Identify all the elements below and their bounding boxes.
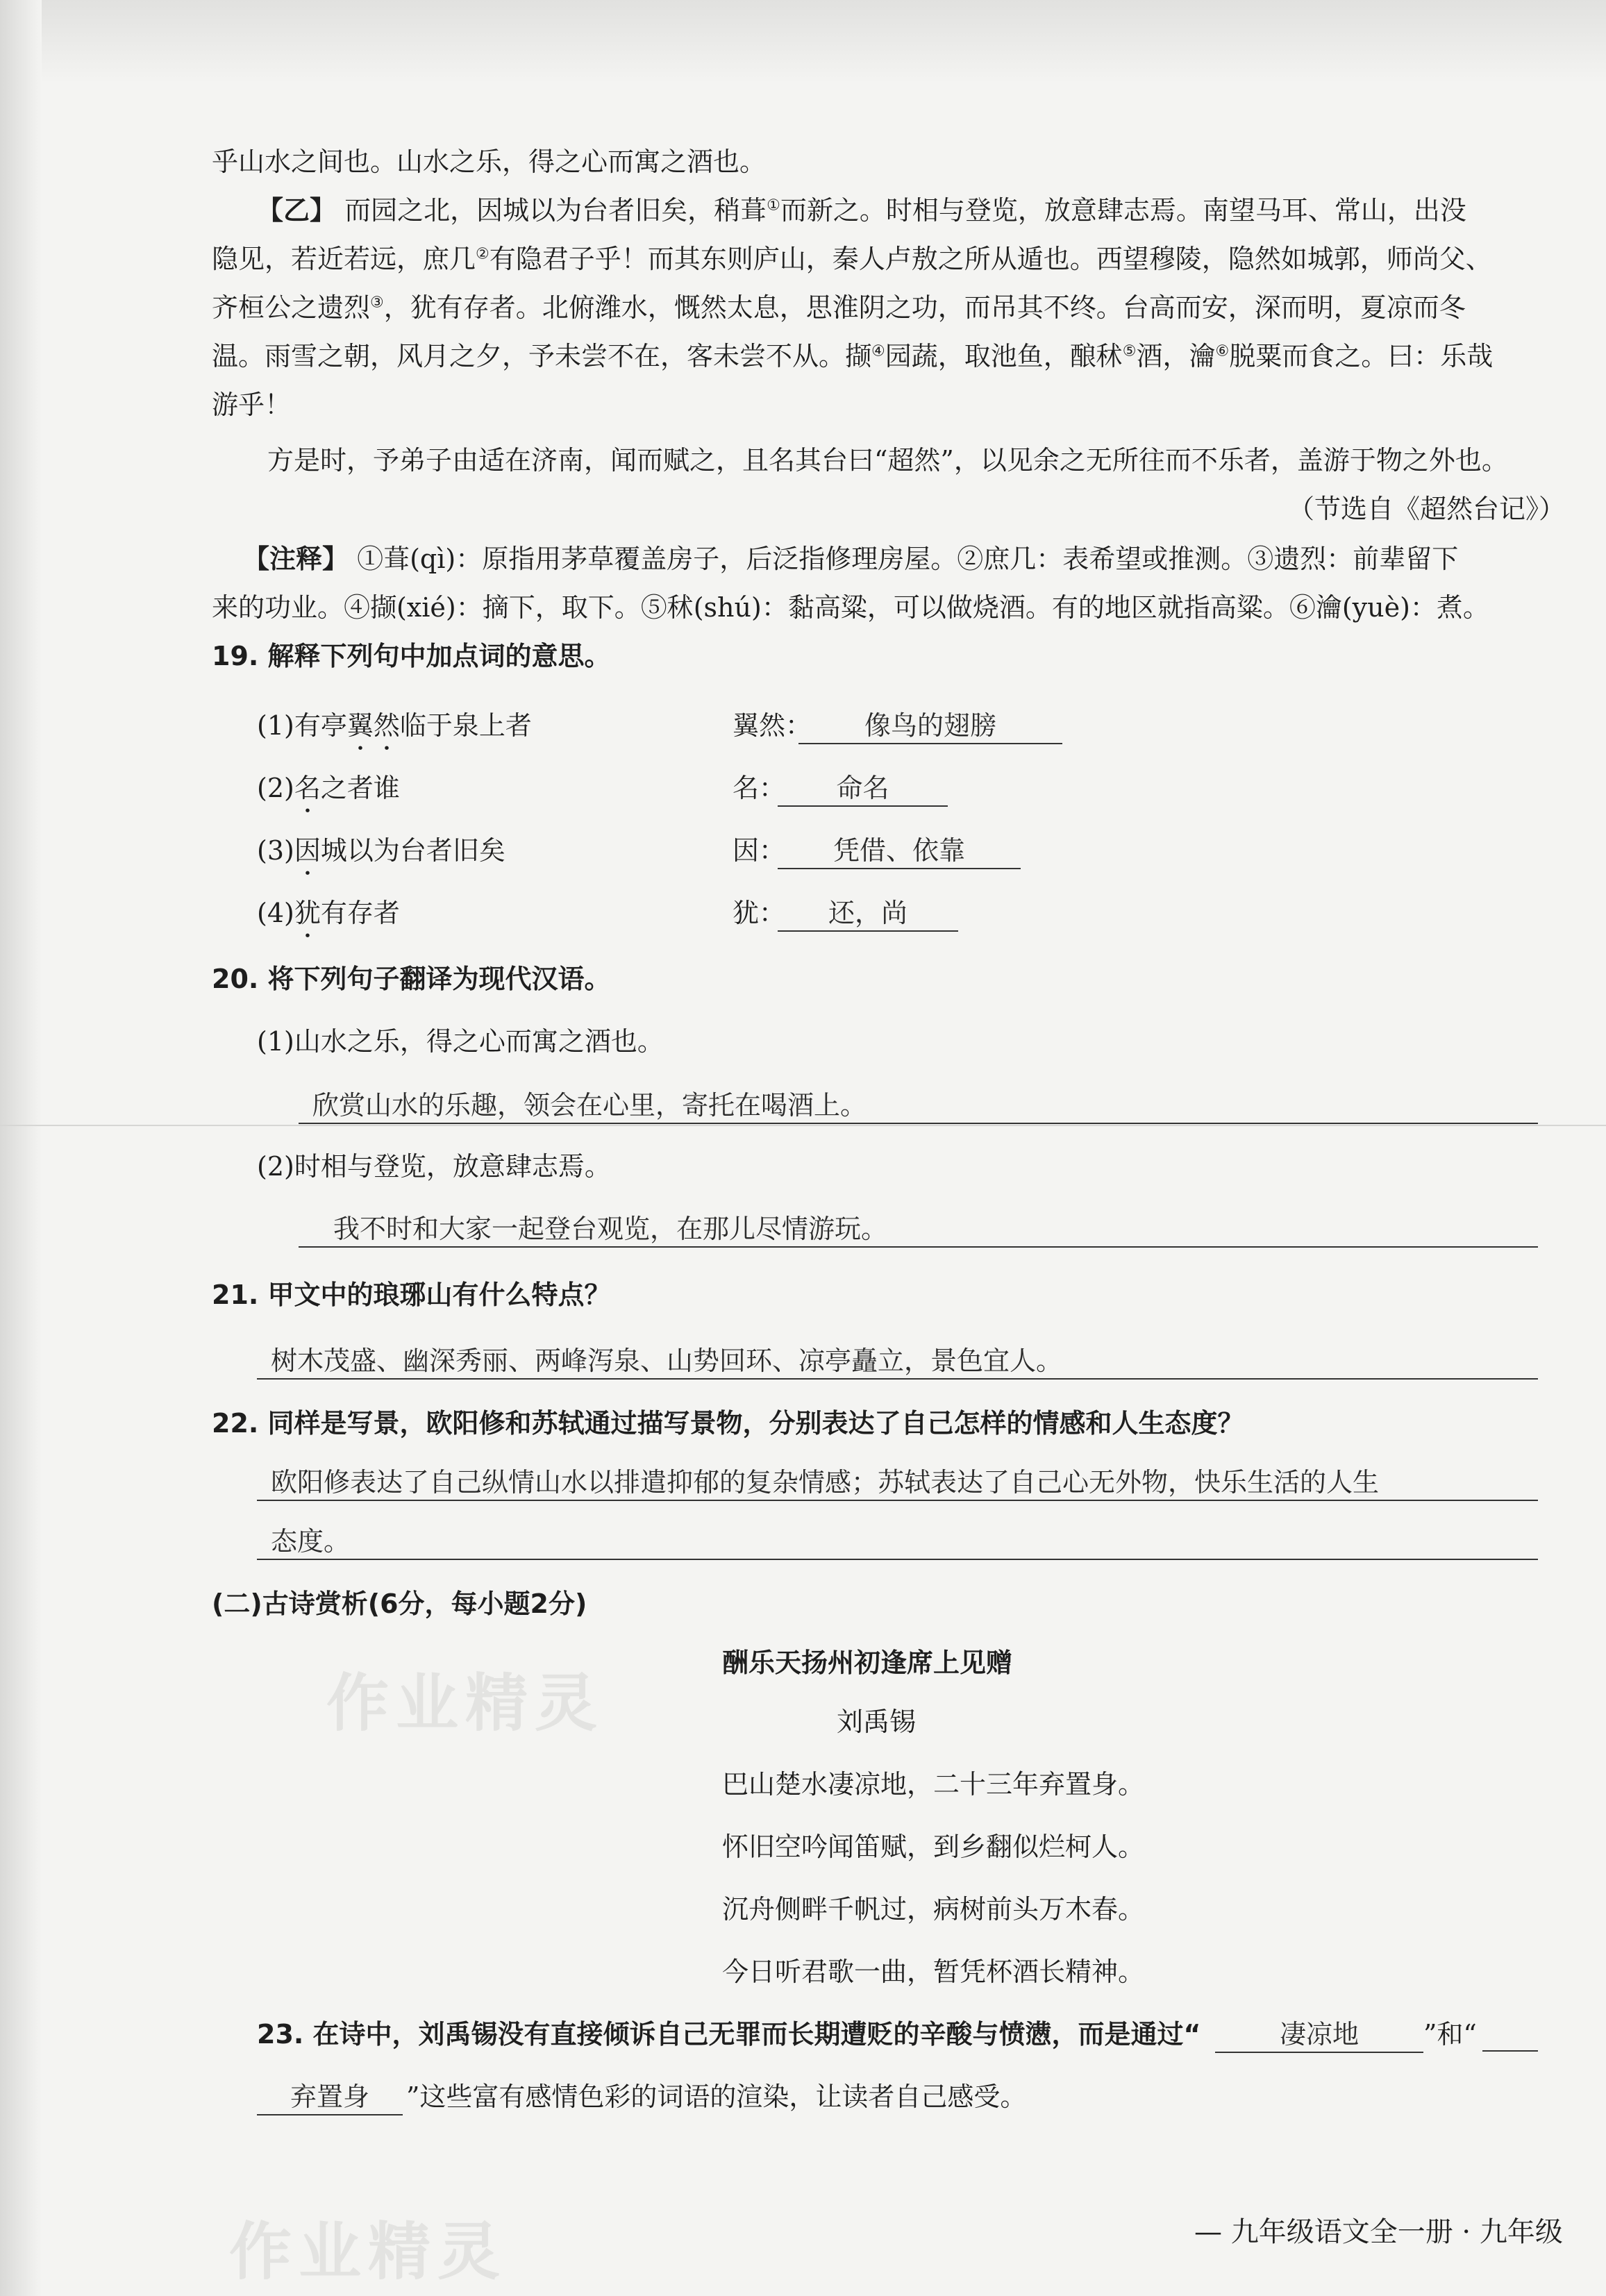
poem-line: 怀旧空吟闻笛赋，到乡翻似烂柯人。	[722, 1832, 1145, 1862]
passage-line: 乎山水之间也。山水之乐，得之心而寓之酒也。	[212, 146, 767, 177]
question-19-title: 19. 解释下列句中加点词的意思。	[212, 641, 611, 671]
question-23-text: 23. 在诗中，刘禹锡没有直接倾诉自己无罪而长期遭贬的辛酸与愤懑，而是通过“	[257, 2019, 1201, 2050]
passage-line: 游乎！	[212, 389, 292, 420]
q19-key: 因：	[733, 835, 786, 866]
passage-line: 齐桓公之遗烈③，犹有存者。北俯潍水，慨然太息，思淮阴之功，而吊其不终。台高而安，深而明，夏凉而冬	[212, 292, 1466, 323]
q19-key: 翼然：	[733, 710, 812, 741]
notes-line: 来的功业。④撷(xié)：摘下，取下。⑤秫(shú)：黏高粱，可以做烧酒。有的地区就指高粱。⑥瀹(yuè)：煮。	[212, 592, 1489, 623]
question-20-title: 20. 将下列句子翻译为现代汉语。	[212, 964, 611, 994]
section-heading: (二)古诗赏析(6分，每小题2分)	[212, 1589, 587, 1619]
page-footer: — 九年级语文全一册 · 九年级	[1194, 2216, 1563, 2248]
q19-sentence: (1)有亭翼然临于泉上者	[257, 710, 532, 741]
passage-line: 【乙】 而园之北，因城以为台者旧矣，稍葺①而新之。时相与登览，放意肆志焉。南望马耳、常山，出没	[257, 195, 1466, 226]
q19-key: 名：	[733, 773, 786, 803]
q19-answer-field[interactable]: 凭借、依靠	[778, 833, 1021, 869]
q19-sentence: (2)名之者谁	[257, 773, 400, 803]
page-shadow-left	[0, 0, 42, 2296]
q23-blank-1[interactable]: 凄凉地	[1215, 2017, 1423, 2053]
poem-line: 巴山楚水凄凉地，二十三年弃置身。	[722, 1769, 1145, 1800]
q19-sentence: (4)犹有存者	[257, 898, 400, 928]
q19-key: 犹：	[733, 898, 786, 928]
poem-line: 今日听君歌一曲，暂凭杯酒长精神。	[722, 1956, 1145, 1987]
q22-answer-field[interactable]: 欧阳修表达了自己纵情山水以排遣抑郁的复杂情感；苏轼表达了自己心无外物，快乐生活的人生	[257, 1465, 1538, 1501]
q19-answer-field[interactable]: 像鸟的翅膀	[798, 708, 1062, 744]
question-21-title: 21. 甲文中的琅琊山有什么特点？	[212, 1280, 611, 1310]
question-23-text: ”和“	[1423, 2019, 1477, 2050]
poem-author: 刘禹锡	[837, 1707, 917, 1737]
q20-sentence: (2)时相与登览，放意肆志焉。	[257, 1151, 611, 1182]
notes-line: 【注释】 ①葺(qì)：原指用茅草覆盖房子，后泛指修理房屋。②庶几：表希望或推测。③遗烈：前辈留下	[243, 544, 1459, 574]
q21-answer-field[interactable]: 树木茂盛、幽深秀丽、两峰泻泉、山势回环、凉亭矗立，景色宜人。	[257, 1343, 1538, 1380]
q20-answer-field[interactable]: 欣赏山水的乐趣，领会在心里，寄托在喝酒上。	[299, 1088, 1538, 1124]
notes-tag: 【注释】	[243, 544, 349, 574]
q19-answer-field[interactable]: 还，尚	[778, 896, 958, 932]
passage-source: （节选自《超然台记》）	[1288, 494, 1566, 524]
q19-sentence: (3)因城以为台者旧矣	[257, 835, 505, 866]
watermark: 作业精灵	[326, 1667, 604, 1740]
poem-title: 酬乐天扬州初逢席上见赠	[722, 1648, 1013, 1678]
q20-sentence: (1)山水之乐，得之心而寓之酒也。	[257, 1026, 664, 1057]
q23-blank-2[interactable]: 弃置身	[257, 2079, 403, 2115]
passage-line: 方是时，予弟子由适在济南，闻而赋之，且名其台曰“超然”，以见余之无所往而不乐者，盖游于物之外也。	[267, 445, 1508, 476]
passage-tag: 【乙】	[257, 195, 337, 226]
passage-line: 隐见，若近若远，庶几②有隐君子乎！而其东则庐山，秦人卢敖之所从遁也。西望穆陵，隐然如城郭，师尚父、	[212, 244, 1492, 274]
q23-blank-2-start	[1482, 2050, 1538, 2052]
passage-line: 温。雨雪之朝，风月之夕，予未尝不在，客未尝不从。撷④园蔬，取池鱼，酿秫⑤酒，瀹⑥脱粟而食之。曰：乐哉	[212, 341, 1494, 371]
page-fold-line	[0, 1125, 1606, 1126]
watermark: 作业精灵	[229, 2215, 507, 2288]
question-23-text: ”这些富有感情色彩的词语的渲染，让读者自己感受。	[406, 2081, 1027, 2112]
question-22-title: 22. 同样是写景，欧阳修和苏轼通过描写景物，分别表达了自己怎样的情感和人生态度？	[212, 1408, 1244, 1439]
q19-answer-field[interactable]: 命名	[778, 771, 948, 807]
q20-answer-field[interactable]: 我不时和大家一起登台观览，在那儿尽情游玩。	[299, 1212, 1538, 1248]
q22-answer-field[interactable]: 态度。	[257, 1524, 1538, 1560]
poem-line: 沉舟侧畔千帆过，病树前头万木春。	[722, 1894, 1145, 1925]
page-shadow-top	[0, 0, 1606, 83]
